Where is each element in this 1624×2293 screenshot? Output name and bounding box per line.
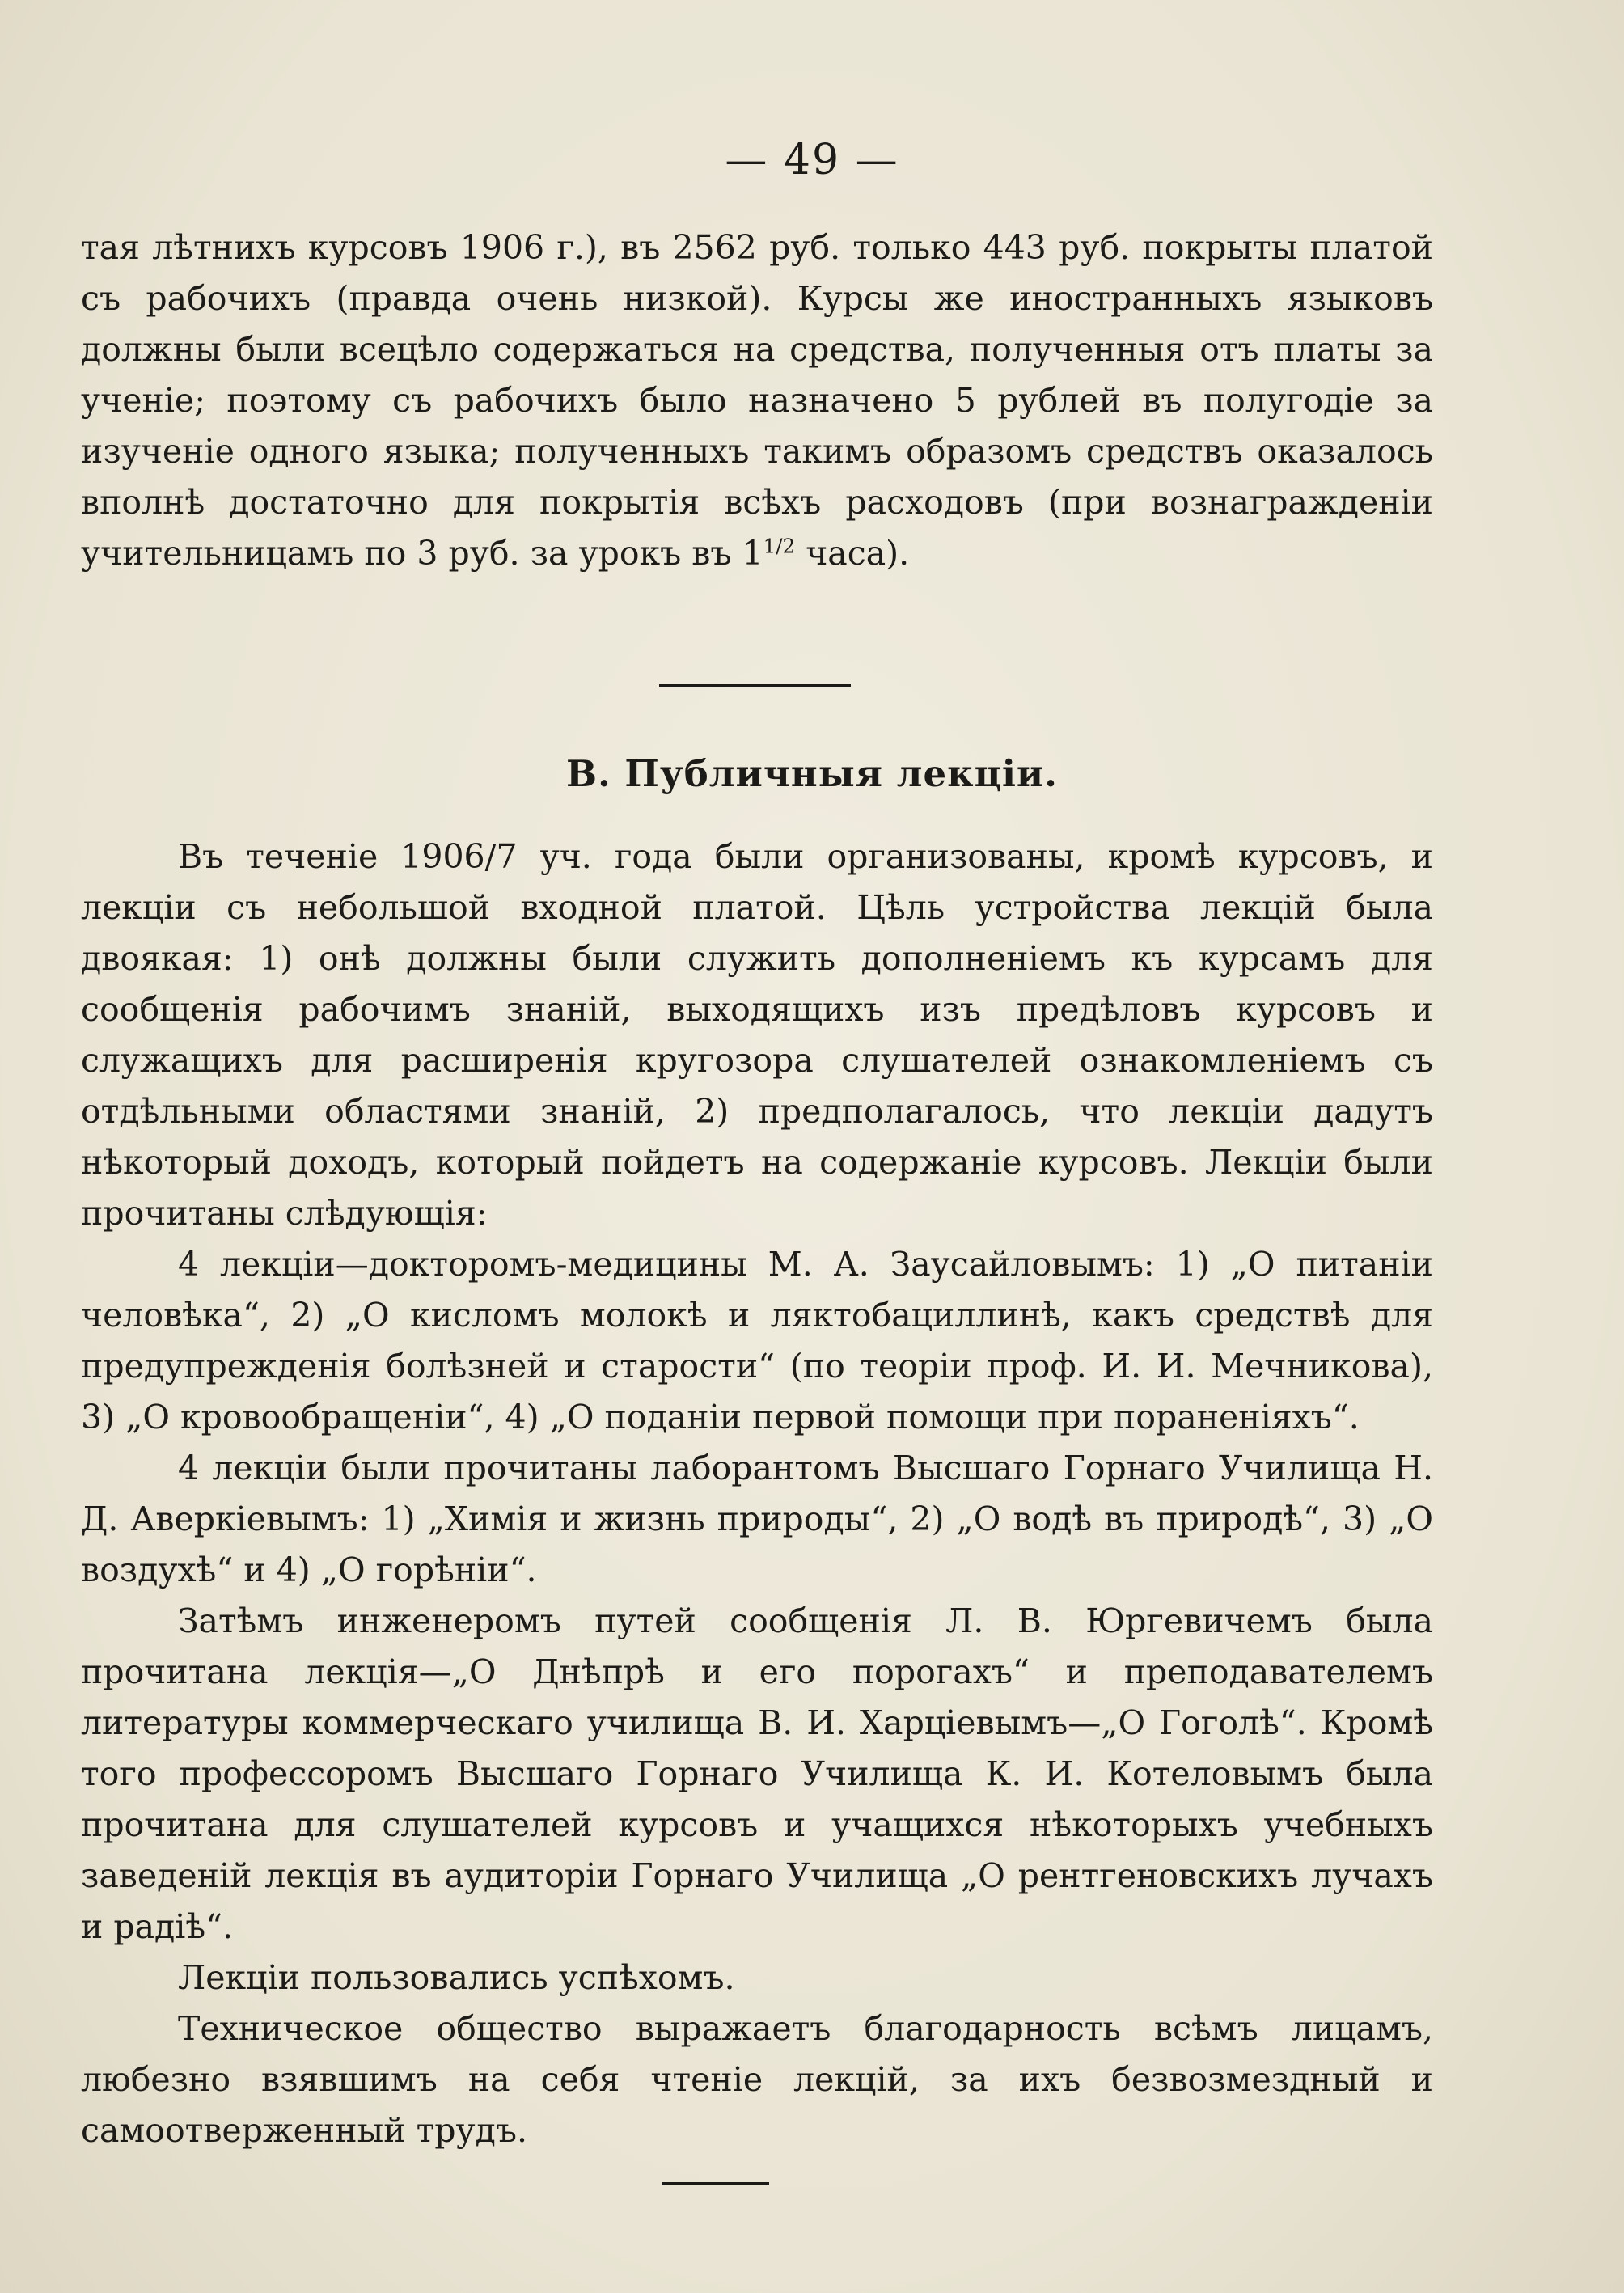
paragraph: Техническое общество выражаетъ благодарность всѣмъ лицамъ, любезно взявшимъ на себя чтеніе лекцій, за ихъ безвозмездный и самоотверженный трудъ. (81, 2009, 1433, 2150)
lesson-duration-fraction: 1/2 (763, 534, 796, 558)
lesson-duration (742, 534, 909, 573)
paragraph: Лекціи пользовались успѣхомъ. (178, 1958, 735, 1997)
end-divider (662, 2182, 769, 2185)
intro-paragraph (81, 222, 1433, 579)
intro-text (81, 222, 1433, 579)
section-divider (659, 684, 851, 687)
paragraph: Затѣмъ инженеромъ путей сообщенія Л. В. Юргевичемъ была прочитана лекція—„О Днѣпрѣ и его порогахъ“ и преподавателемъ литературы коммерческаго училища В. И. Харціевымъ—„О Гоголѣ“. Кромѣ того профессоромъ Высшаго Горнаго Училища К. И. Котеловымъ была прочитана для слушателей курсовъ и учащихся нѣкоторыхъ учебныхъ заведеній лекція въ аудиторіи Горнаго Училища „О рентгеновскихъ лучахъ и радіѣ“. (81, 1601, 1433, 1946)
lesson-duration-tail: часа). (795, 534, 910, 573)
paragraph: 4 лекціи—докторомъ-медицины М. А. Заусайловымъ: 1) „О питаніи человѣка“, 2) „О кисломъ молокѣ и ляктобациллинѣ, какъ средствѣ для предупрежденія болѣзней и старости“ (по теоріи проф. И. И. Мечникова), 3) „О кровообращеніи“, 4) „О поданіи первой помощи при пораненіяхъ“. (81, 1245, 1433, 1436)
page-number: — 49 — (725, 136, 899, 184)
paragraph: 4 лекціи были прочитаны лаборантомъ Высшаго Горнаго Училища Н. Д. Аверкіевымъ: 1) „Химія и жизнь природы“, 2) „О водѣ въ природѣ“, 3) „О воздухѣ“ и 4) „О горѣніи“. (81, 1449, 1433, 1589)
section-body (81, 831, 1433, 2156)
paragraph: Въ теченіе 1906/7 уч. года были организованы, кромѣ курсовъ, и лекціи съ небольшой входной платой. Цѣль устройства лекцій была двоякая: 1) онѣ должны были служить дополненіемъ къ курсамъ для сообщенія рабочимъ знаній, выходящихъ изъ предѣловъ курсовъ и служащихъ для расширенія кругозора слушателей ознакомленіемъ съ отдѣльными областями знаній, 2) предполагалось, что лекціи дадутъ нѣкоторый доходъ, который пойдетъ на содержаніе курсовъ. Лекціи были прочитаны слѣдующія: (81, 837, 1433, 1233)
lesson-duration-whole: 1 (742, 534, 763, 573)
section-heading: В. Публичныя лекціи. (566, 752, 1058, 795)
intro-paragraph-text: тая лѣтнихъ курсовъ 1906 г.), въ 2562 руб. только 443 руб. покрыты платой съ рабочихъ (правда очень низкой). Курсы же иностранныхъ языковъ должны были всецѣло содержаться на средства, полученныя отъ платы за ученіе; поэтому съ рабочихъ было назначено 5 рублей въ полугодіе за изученіе одного языка; полученныхъ такимъ образомъ средствъ оказалось вполнѣ достаточно для покрытія всѣхъ расходовъ (при вознагражденіи учительницамъ по 3 руб. за урокъ въ (81, 228, 1433, 573)
